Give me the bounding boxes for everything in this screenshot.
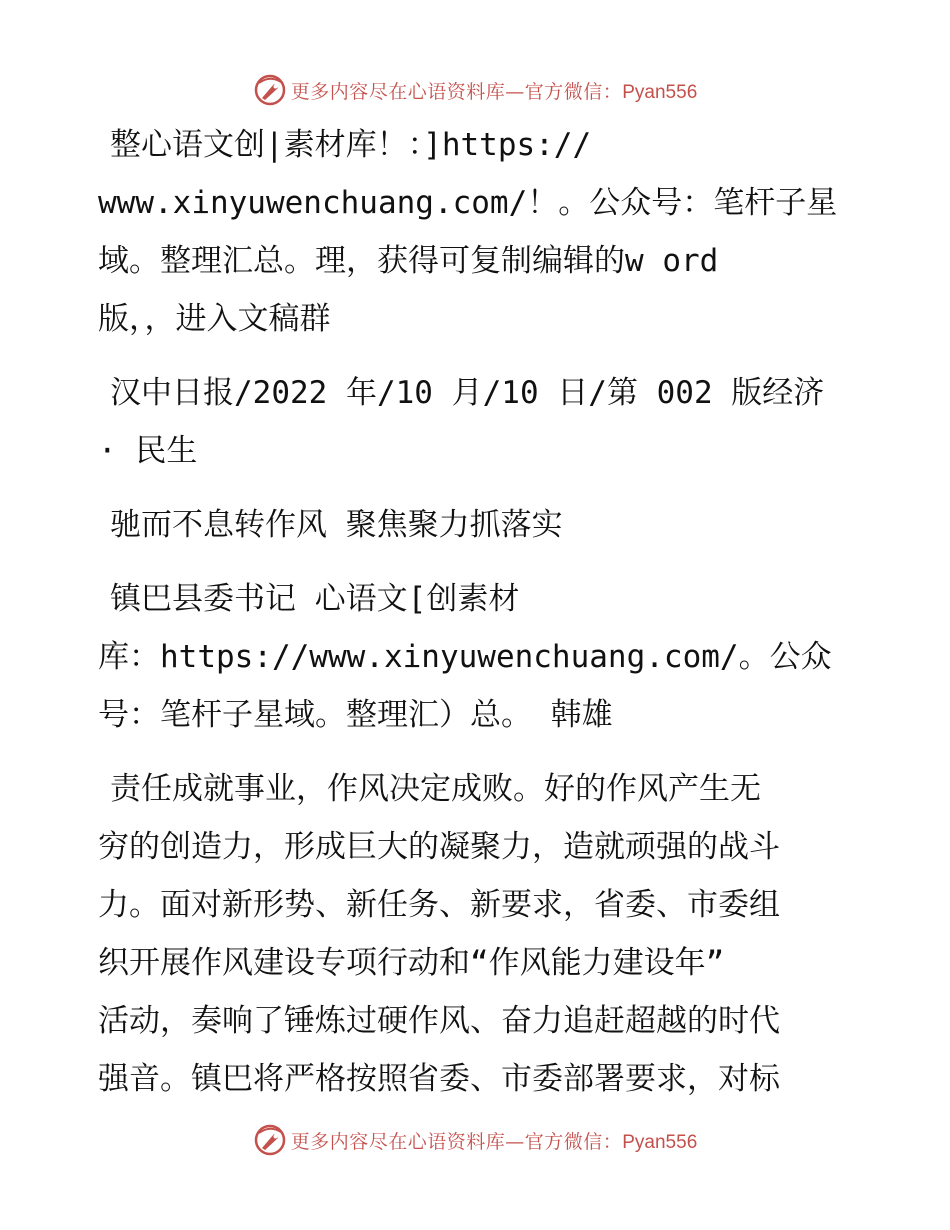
source-note-line: 域。整理汇总。理，获得可复制编辑的w ord <box>98 243 719 279</box>
publication-info <box>98 364 858 480</box>
pen-nib-logo-icon <box>253 73 287 107</box>
paragraph-line: 活动，奏响了锤炼过硬作风、奋力追赶超越的时代 <box>98 1003 780 1039</box>
byline-line: 镇巴县委书记 心语文[创素材 <box>110 581 520 617</box>
watermark-banner-top <box>0 70 950 110</box>
publication-line: · 民生 <box>98 433 198 469</box>
source-note <box>98 116 858 348</box>
paragraph-line: 织开展作风建设专项行动和“作风能力建设年” <box>98 945 725 981</box>
source-note-line: 整心语文创|素材库！：]https:// <box>110 127 592 163</box>
byline-line: 库：https://www.xinyuwenchuang.com/。公众 <box>98 639 832 675</box>
source-note-line: www.xinyuwenchuang.com/！。公众号：笔杆子星 <box>98 185 838 221</box>
body-paragraph <box>98 760 858 1108</box>
document-body <box>98 116 858 1108</box>
pen-nib-logo-icon <box>253 1123 287 1157</box>
watermark-text: 更多内容尽在心语资料库—官方微信：Pyan556 <box>290 1130 698 1153</box>
source-note-line: 版，，进入文稿群 <box>98 301 331 337</box>
paragraph-line: 责任成就事业，作风决定成败。好的作风产生无 <box>110 771 761 807</box>
paragraph-line: 力。面对新形势、新任务、新要求，省委、市委组 <box>98 887 780 923</box>
byline <box>98 570 858 744</box>
headline: 驰而不息转作风 聚焦聚力抓落实 <box>110 507 563 543</box>
watermark-banner-bottom <box>0 1120 950 1160</box>
paragraph-line: 强音。镇巴将严格按照省委、市委部署要求，对标 <box>98 1061 780 1097</box>
paragraph-line: 穷的创造力，形成巨大的凝聚力，造就顽强的战斗 <box>98 829 780 865</box>
publication-line: 汉中日报/2022 年/10 月/10 日/第 002 版经济 <box>110 375 825 411</box>
byline-line: 号：笔杆子星域。整理汇）总。 韩雄 <box>98 697 613 733</box>
watermark-text: 更多内容尽在心语资料库—官方微信：Pyan556 <box>290 80 698 103</box>
